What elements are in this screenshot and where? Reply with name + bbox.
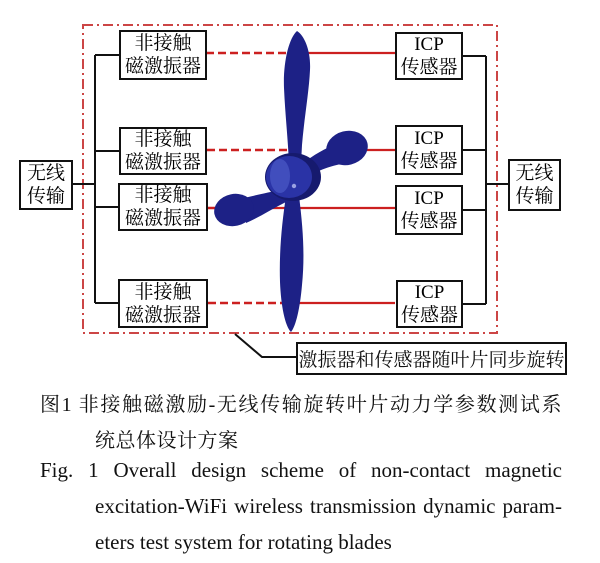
- box-label: 非接触: [134, 185, 192, 206]
- exciter-box-2: [119, 127, 207, 175]
- box-label: 非接触: [134, 33, 192, 54]
- box-label: 非接触: [134, 281, 192, 303]
- box-label: 传感器: [400, 57, 458, 78]
- caption-en-line2: excitation-WiFi wireless transmission dynamic param-: [95, 494, 562, 518]
- box-label: 磁激振器: [124, 56, 201, 77]
- annotation-leader-line: [235, 334, 296, 357]
- box-label: 磁激振器: [124, 152, 201, 173]
- box-label: 无线: [26, 163, 65, 184]
- box-label: 无线: [515, 163, 554, 184]
- sync-rotation-note: 激振器和传感器随叶片同步旋转: [296, 342, 567, 375]
- icp-sensor-box-2: [395, 125, 463, 175]
- box-label: 磁激振器: [124, 208, 201, 229]
- propeller-image: [211, 31, 371, 332]
- box-label: ICP: [414, 282, 445, 303]
- box-label: 传感器: [400, 211, 458, 232]
- box-label: 非接触: [134, 129, 192, 150]
- icp-sensor-box-1: [395, 32, 463, 80]
- box-label: 传感器: [400, 305, 458, 326]
- box-label: 传输: [515, 186, 554, 207]
- box-label: 传输: [26, 186, 65, 207]
- icp-sensor-box-3: [395, 185, 463, 235]
- exciter-box-3: [118, 183, 208, 231]
- wireless-transmission-box-right: [508, 159, 561, 211]
- box-label: ICP: [414, 188, 444, 209]
- wireless-transmission-box-left: [19, 160, 73, 210]
- caption-zh-line2: 统总体设计方案: [95, 430, 239, 452]
- caption-zh-line1: 图1 非接触磁激励-无线传输旋转叶片动力学参数测试系: [40, 394, 562, 416]
- left-connector-lines: [72, 55, 119, 303]
- box-label: 传感器: [400, 151, 458, 172]
- caption-en-line1: Fig. 1 Overall design scheme of non-contact magnetic: [40, 458, 562, 482]
- right-connector-lines: [463, 56, 508, 304]
- box-label: 磁激振器: [124, 304, 201, 326]
- exciter-box-4: [118, 279, 208, 328]
- exciter-box-1: [119, 30, 207, 80]
- caption-en-line3: eters test system for rotating blades: [95, 530, 392, 554]
- box-label: ICP: [414, 34, 444, 55]
- icp-sensor-box-4: [396, 280, 463, 328]
- box-label: ICP: [414, 128, 444, 149]
